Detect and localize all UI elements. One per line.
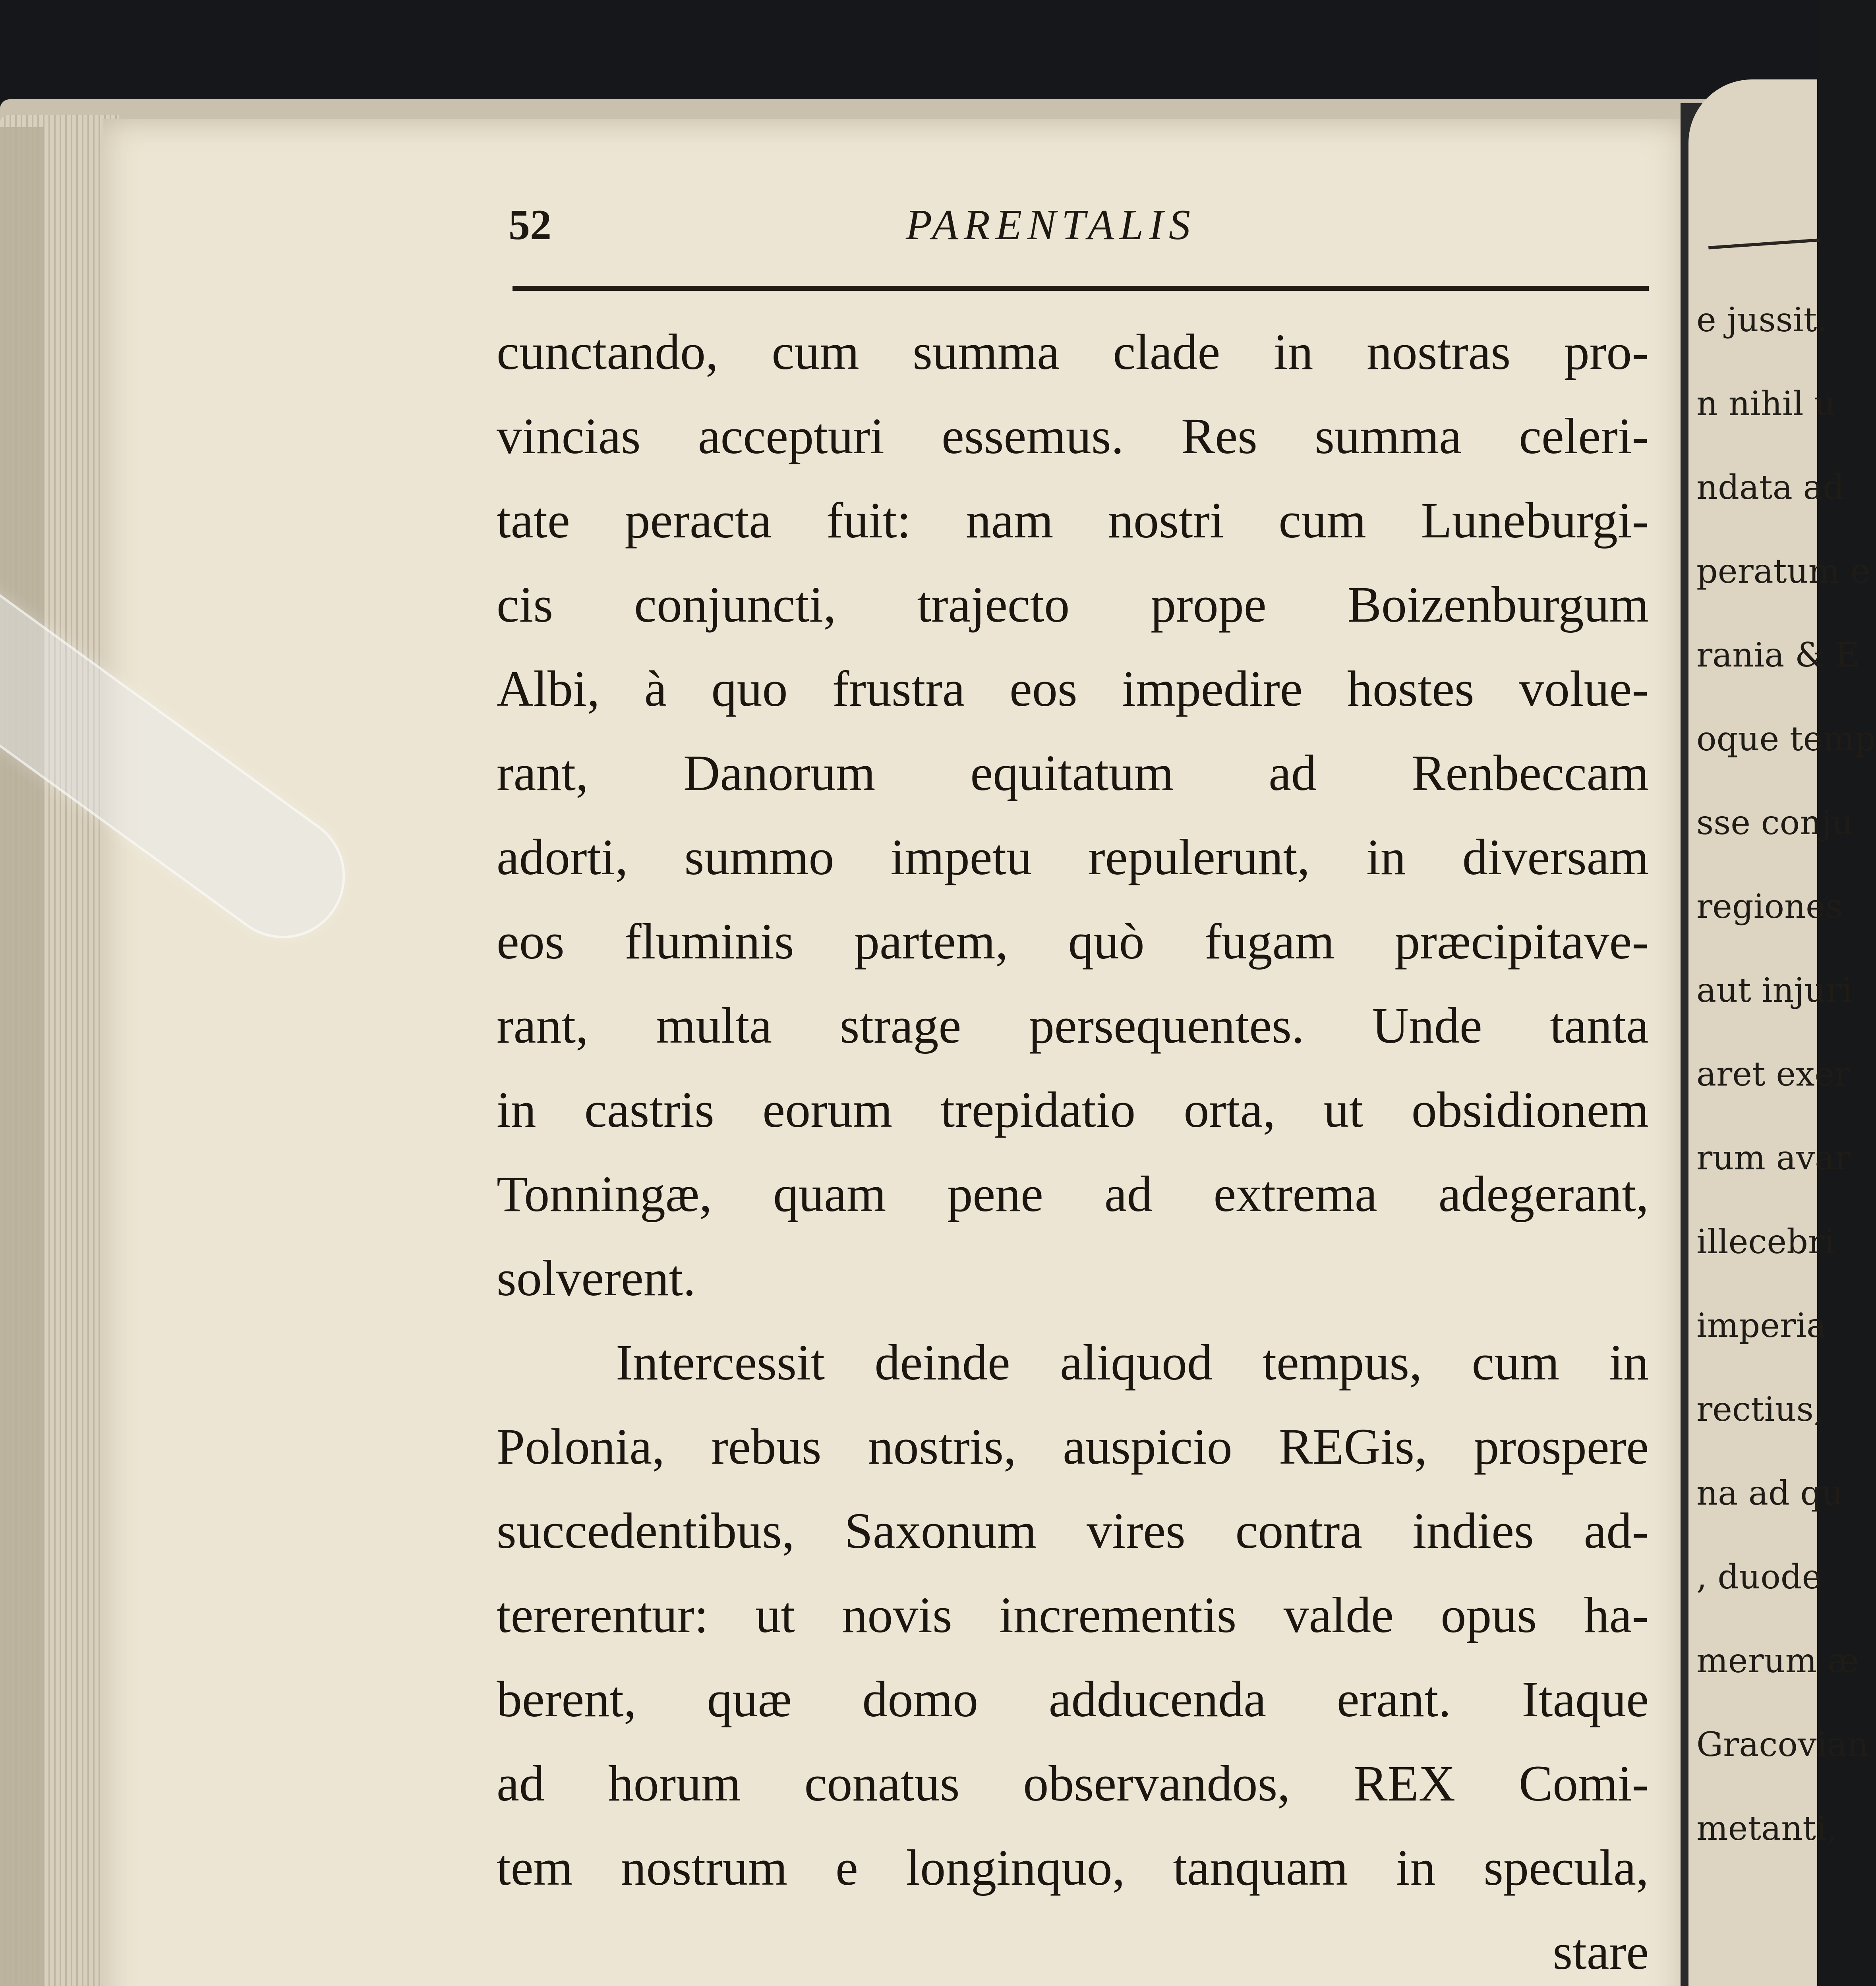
facing-line: regiones xyxy=(1696,887,1843,926)
facing-line: oque temp xyxy=(1696,719,1876,758)
facing-line: rania & E xyxy=(1696,636,1860,674)
text-line: ad horum conatus observandos, REX Comi- xyxy=(497,1755,1649,1812)
text-line: tate peracta fuit: nam nostri cum Luneburgi- xyxy=(497,492,1649,549)
text-line: tererentur: ut novis incrementis valde opus ha- xyxy=(497,1587,1649,1643)
facing-line: aut injuri xyxy=(1696,971,1853,1010)
text-line: Intercessit deinde aliquod tempus, cum in xyxy=(616,1334,1649,1391)
facing-line: sse conju xyxy=(1696,803,1853,842)
text-line: berent, quæ domo adducenda erant. Itaque xyxy=(497,1671,1649,1727)
facing-line: Gracovian xyxy=(1696,1725,1869,1764)
text-line: rant, Danorum equitatum ad Renbeccam xyxy=(497,745,1649,801)
page-number: 52 xyxy=(509,201,551,249)
text-line: Polonia, rebus nostris, auspicio REGis, prospere xyxy=(497,1418,1649,1475)
text-line: cunctando, cum summa clade in nostras pro- xyxy=(497,324,1649,380)
text-line: succedentibus, Saxonum vires contra indies ad- xyxy=(497,1503,1649,1559)
text-line: vincias accepturi essemus. Res summa celeri- xyxy=(497,408,1649,464)
facing-line: ndata ad xyxy=(1696,468,1845,507)
text-line: tem nostrum e longinquo, tanquam in specula, xyxy=(497,1839,1649,1896)
binding-shadow xyxy=(0,127,44,1986)
facing-line: aret exer xyxy=(1696,1055,1851,1093)
facing-line: na ad qu xyxy=(1696,1474,1843,1513)
header-rule xyxy=(513,286,1649,291)
facing-line: imperia xyxy=(1696,1306,1827,1345)
facing-line: illecebri xyxy=(1696,1222,1835,1261)
facing-line: n nihil u xyxy=(1696,384,1836,423)
facing-line: merum æ xyxy=(1696,1641,1859,1680)
text-line: Tonningæ, quam pene ad extrema adegerant, xyxy=(497,1166,1649,1222)
text-line: rant, multa strage persequentes. Unde tanta xyxy=(497,997,1649,1054)
page-header xyxy=(509,201,1661,256)
running-head: PARENTALIS xyxy=(906,201,1196,249)
body-text xyxy=(497,310,1649,1986)
facing-line: rum avar xyxy=(1696,1138,1851,1177)
text-line: in castris eorum trepidatio orta, ut obsidionem xyxy=(497,1082,1649,1138)
text-line: cis conjuncti, trajecto prope Boizenburgum xyxy=(497,576,1649,633)
facing-line: metanti, xyxy=(1696,1809,1837,1848)
facing-line: e jussit. xyxy=(1696,300,1828,339)
text-line: Albi, à quo frustra eos impedire hostes volue- xyxy=(497,661,1649,717)
text-line: solverent. xyxy=(497,1250,696,1306)
text-line: adorti, summo impetu repulerunt, in diversam xyxy=(497,829,1649,885)
text-line: eos fluminis partem, quò fugam præcipitave- xyxy=(497,913,1649,970)
facing-line: peratum e xyxy=(1696,552,1870,591)
facing-line: , duode xyxy=(1696,1557,1822,1596)
facing-line: rectius, xyxy=(1696,1390,1824,1429)
catchword: stare xyxy=(1553,1924,1649,1980)
facing-page-text xyxy=(1696,278,1876,1870)
